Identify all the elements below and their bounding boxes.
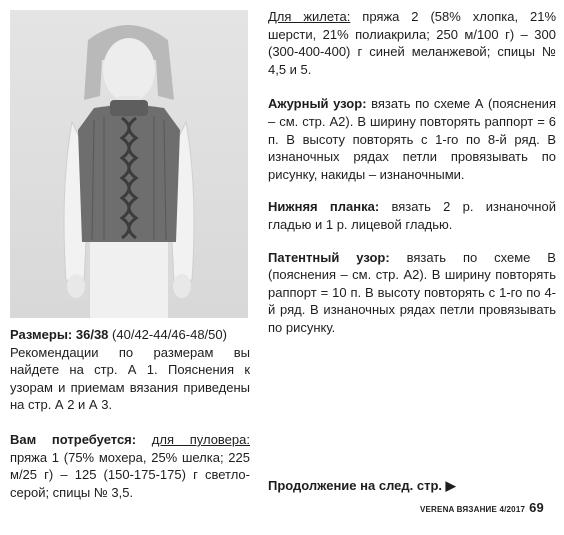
arrow-right-icon: ▶ — [445, 478, 456, 493]
lace-pattern — [268, 95, 556, 183]
hem-band — [268, 198, 556, 233]
magazine-name: VERENA ВЯЗАНИЕ 4/2017 — [419, 505, 526, 514]
vest-materials — [268, 8, 556, 78]
patent-pattern — [268, 249, 556, 337]
left-column — [10, 326, 250, 501]
lace-text: вязать по схеме А (пояснения – см. стр. А2). В ширину повторять раппорт = 6 п. В высоту повторять с 1-го по 8-й ряд. В изнаночных рядах петли провязывать по рисунку, накиды – изнаночными. — [268, 96, 556, 182]
sizes-line — [10, 326, 250, 344]
sizes-alt: (40/42-44/46-48/50) — [112, 327, 227, 342]
right-column — [268, 8, 556, 337]
patent-label: Патентный узор: — [268, 249, 390, 265]
page-number: 69 — [529, 500, 544, 515]
vest-text: пряжа 2 (58% хлопка, 21% шерсти, 21% полиакрила; 250 м/100 г) – 300 (300-400-400) г синей меланжевой; спицы № 4,5 и 5. — [268, 9, 556, 77]
page-footer — [420, 500, 544, 515]
pullover-text: пряжа 1 (75% мохера, 25% шелка; 225 м/25 г) – 125 (150-175-175) г светло-серой; спицы № 3,5. — [10, 449, 250, 500]
model-in-vest-illustration — [10, 10, 248, 318]
sizes-label: Размеры: — [10, 327, 73, 342]
continue-note — [268, 478, 456, 494]
sizes-note: Рекомендации по размерам вы найдете на стр. А 1. Пояснения к узорам и приемам вязания приведены на стр. А 2 и А 3. — [10, 344, 250, 413]
model-photo — [10, 10, 248, 318]
sizes-main: 36/38 — [75, 327, 109, 342]
hem-label: Нижняя планка: — [268, 199, 380, 215]
lace-label: Ажурный узор: — [268, 96, 367, 112]
continue-text: Продолжение на след. стр. — [268, 478, 443, 493]
materials-label: Вам потребуется: — [10, 431, 137, 447]
patent-text: вязать по схеме В (пояснения – см. стр. А2). В ширину повторять раппорт = 10 п. В высоту повторять с 1-го по 4-й ряд. В изнаночных рядах петли провязывать по рисунку. — [268, 249, 556, 335]
vest-label: Для жилета: — [268, 9, 351, 24]
hem-text: вязать 2 р. изнаночной гладью и 1 р. лицевой гладью. — [268, 199, 556, 232]
materials-intro — [10, 431, 250, 501]
pullover-label: для пуловера: — [151, 431, 250, 447]
